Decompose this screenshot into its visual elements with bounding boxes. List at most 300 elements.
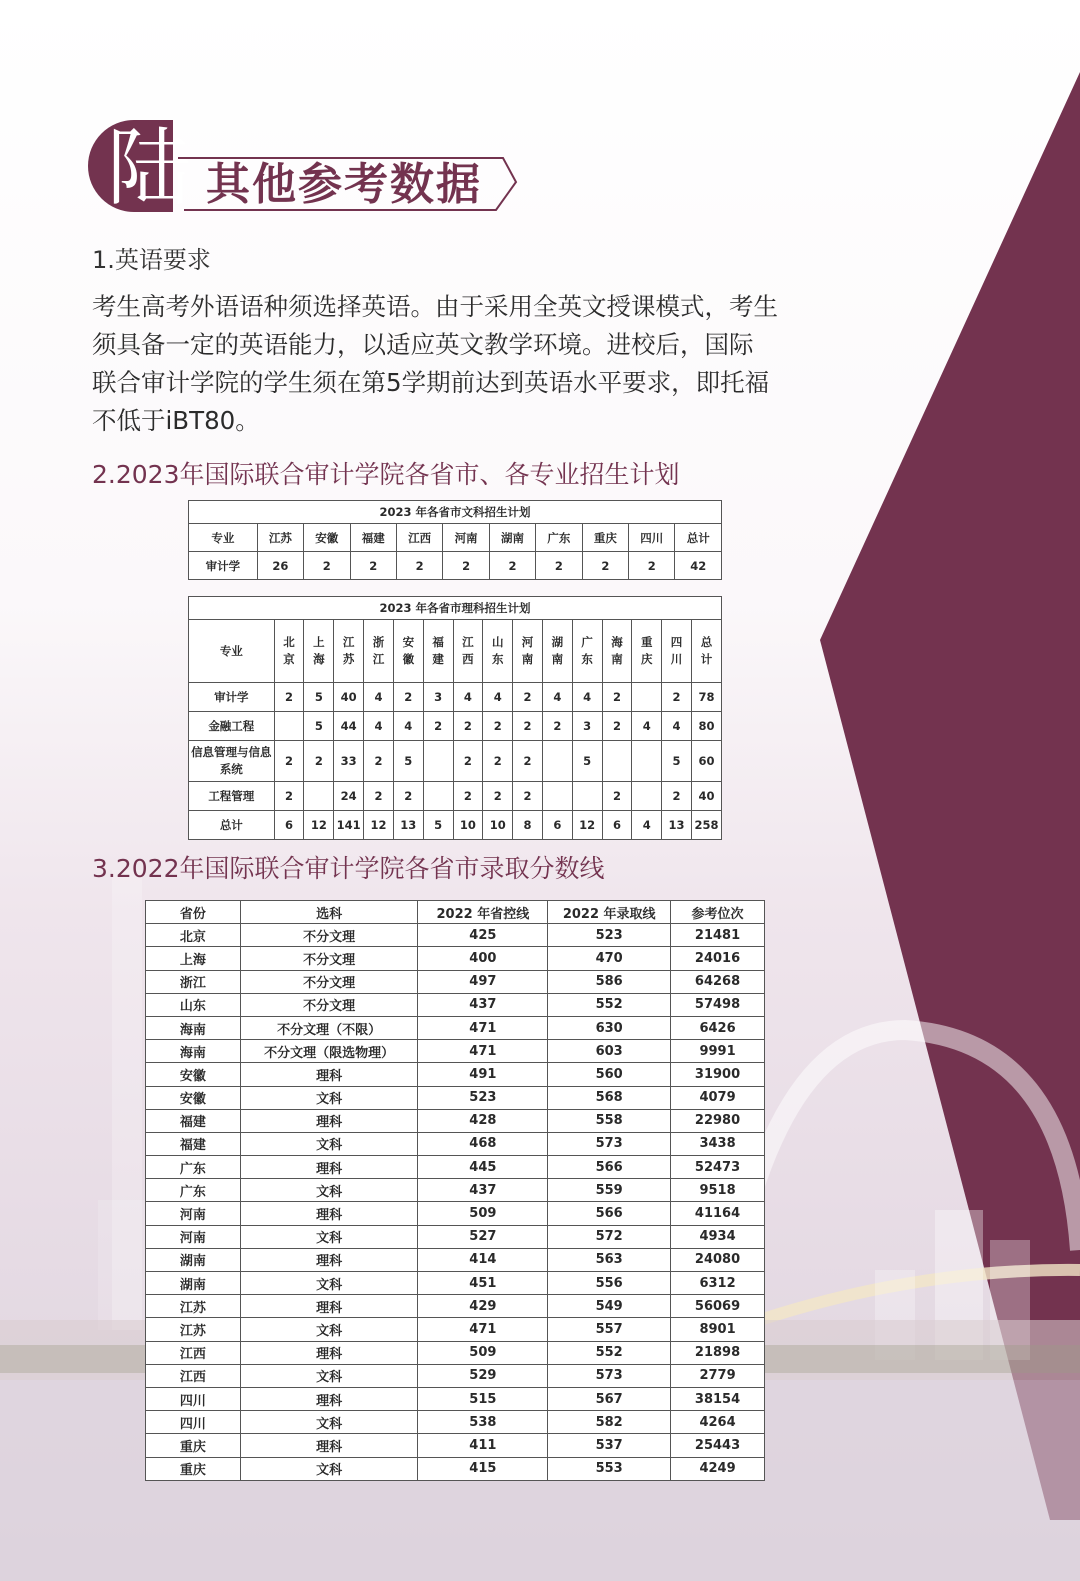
table-cell: 509 [418, 1341, 548, 1364]
header-cell [453, 620, 483, 683]
table-cell: 470 [548, 947, 671, 970]
table-cell: 四川 [146, 1387, 241, 1410]
table-cell: 海南 [146, 1040, 241, 1063]
header-cell: 江西 [396, 524, 442, 552]
table-cell: 工程管理 [189, 782, 275, 811]
heading-badge-char: 陆 [106, 119, 191, 217]
table-row [146, 1364, 765, 1387]
table-cell: 44 [334, 712, 364, 741]
body-line: 须具备一定的英语能力，以适应英文教学环境。进校后，国际 [92, 330, 754, 359]
table-cell: 3438 [671, 1132, 765, 1155]
table-row [146, 1202, 765, 1225]
table-row [146, 1040, 765, 1063]
table-cell: 527 [418, 1225, 548, 1248]
table-cell: 不分文理 [240, 924, 418, 947]
table-cell: 411 [418, 1434, 548, 1457]
table-cell: 4 [364, 712, 394, 741]
table-cell: 2 [602, 782, 632, 811]
table-cell: 437 [418, 993, 548, 1016]
table-cell: 6 [542, 811, 572, 840]
table-cell: 2 [513, 683, 543, 712]
table-cell: 445 [418, 1156, 548, 1179]
table-cell: 2 [364, 782, 394, 811]
table-row [146, 1063, 765, 1086]
table-row [189, 811, 722, 840]
table-cell: 5 [393, 741, 423, 782]
table-cell: 10 [453, 811, 483, 840]
table-cell: 理科 [240, 1156, 418, 1179]
table-row [189, 782, 722, 811]
table-row [189, 741, 722, 782]
table-cell [602, 741, 632, 782]
table-cell: 566 [548, 1156, 671, 1179]
table-cell: 428 [418, 1109, 548, 1132]
table-cell: 4 [453, 683, 483, 712]
table-cell: 13 [393, 811, 423, 840]
table-cell: 529 [418, 1364, 548, 1387]
table-cell: 24080 [671, 1248, 765, 1271]
table-cell: 8 [513, 811, 543, 840]
header-cell-text: 湖南 [551, 635, 564, 666]
table-cell: 21481 [671, 924, 765, 947]
table-cell: 不分文理 [240, 947, 418, 970]
table-cell: 安徽 [146, 1086, 241, 1109]
table-cell: 33 [334, 741, 364, 782]
table-cell: 重庆 [146, 1457, 241, 1480]
table-cell: 429 [418, 1295, 548, 1318]
table-cell: 558 [548, 1109, 671, 1132]
table-cell: 26 [257, 552, 303, 580]
table-row [146, 1295, 765, 1318]
header-cell-text: 总计 [700, 635, 713, 666]
table-cell: 437 [418, 1179, 548, 1202]
table-cell: 2 [304, 552, 350, 580]
body-line: 联合审计学院的学生须在第5学期前达到英语水平要求，即托福 [92, 368, 770, 397]
header-cell-text: 福建 [432, 635, 444, 666]
header-cell: 福建 [350, 524, 396, 552]
table-cell: 2 [536, 552, 582, 580]
table-cell: 4 [393, 712, 423, 741]
section1-body [92, 288, 862, 440]
header-cell [513, 620, 543, 683]
table-cell: 471 [418, 1318, 548, 1341]
table-cell: 515 [418, 1387, 548, 1410]
header-cell: 专业 [189, 524, 258, 552]
table-row [146, 1434, 765, 1457]
table-cell [423, 741, 453, 782]
table-row [189, 712, 722, 741]
table-cell: 4079 [671, 1086, 765, 1109]
header-cell: 江苏 [257, 524, 303, 552]
table-cell [274, 712, 304, 741]
table-cell: 563 [548, 1248, 671, 1271]
table-row [146, 1086, 765, 1109]
table-row [189, 552, 722, 580]
header-cell-text: 北京 [283, 635, 295, 666]
table-row [146, 1248, 765, 1271]
table-cell: 2 [662, 782, 692, 811]
table-cell: 2779 [671, 1364, 765, 1387]
table-cell: 2 [393, 683, 423, 712]
table-cell [304, 782, 334, 811]
table-cell: 理科 [240, 1063, 418, 1086]
table-body [189, 683, 722, 840]
header-cell-text: 江苏 [342, 635, 355, 666]
table-cell: 41164 [671, 1202, 765, 1225]
table-cell: 491 [418, 1063, 548, 1086]
header-cell-text: 浙江 [372, 635, 385, 666]
table-cell: 572 [548, 1225, 671, 1248]
header-cell: 专业 [189, 620, 275, 683]
table-cell: 13 [662, 811, 692, 840]
table-cell: 2 [629, 552, 675, 580]
table-cell: 5 [304, 683, 334, 712]
table-row [146, 1272, 765, 1295]
table-row [146, 1225, 765, 1248]
table-cell: 不分文理（限选物理） [240, 1040, 418, 1063]
table-cell: 河南 [146, 1225, 241, 1248]
table-cell: 4 [483, 683, 513, 712]
table-cell: 江西 [146, 1364, 241, 1387]
table-row [146, 947, 765, 970]
table-cell: 海南 [146, 1016, 241, 1039]
table-row [189, 683, 722, 712]
table-cell: 2 [602, 712, 632, 741]
table-cell: 2 [423, 712, 453, 741]
table-cell: 80 [691, 712, 721, 741]
header-cell [364, 620, 394, 683]
table-cell: 56069 [671, 1295, 765, 1318]
table-cell: 9518 [671, 1179, 765, 1202]
table-cell: 22980 [671, 1109, 765, 1132]
table-cell: 258 [691, 811, 721, 840]
header-cell-text: 广东 [581, 635, 593, 666]
table-header-row [146, 901, 765, 924]
table-cell: 2 [443, 552, 489, 580]
header-cell: 河南 [443, 524, 489, 552]
table-cell: 4 [632, 712, 662, 741]
header-cell: 湖南 [489, 524, 535, 552]
table-cell: 2 [483, 782, 513, 811]
table-cell: 573 [548, 1364, 671, 1387]
table-cell: 25443 [671, 1434, 765, 1457]
table-cell: 6 [274, 811, 304, 840]
table-cell: 安徽 [146, 1063, 241, 1086]
admission-score-table [145, 900, 765, 1481]
table-cell: 2 [582, 552, 628, 580]
table-cell: 2 [453, 782, 483, 811]
table-cell: 497 [418, 970, 548, 993]
table-cell: 4264 [671, 1411, 765, 1434]
header-cell-text: 重庆 [640, 635, 653, 666]
table-cell: 451 [418, 1272, 548, 1295]
table-cell: 理科 [240, 1341, 418, 1364]
table-cell: 52473 [671, 1156, 765, 1179]
table-caption: 2023 年各省市理科招生计划 [189, 597, 722, 620]
table-cell: 5 [304, 712, 334, 741]
table-cell: 568 [548, 1086, 671, 1109]
table-cell: 523 [418, 1086, 548, 1109]
table-cell: 553 [548, 1457, 671, 1480]
table-cell: 2 [602, 683, 632, 712]
table-cell: 文科 [240, 1272, 418, 1295]
header-cell: 省份 [146, 901, 241, 924]
table-cell: 6312 [671, 1272, 765, 1295]
table-cell: 不分文理 [240, 993, 418, 1016]
table-cell: 31900 [671, 1063, 765, 1086]
table-cell: 审计学 [189, 552, 258, 580]
table-header-row [189, 524, 722, 552]
table-cell: 24016 [671, 947, 765, 970]
table-row [146, 993, 765, 1016]
table-row [146, 1109, 765, 1132]
table-cell: 2 [274, 782, 304, 811]
table-cell: 2 [364, 741, 394, 782]
header-cell: 广东 [536, 524, 582, 552]
table-row [146, 924, 765, 947]
header-cell: 安徽 [304, 524, 350, 552]
table-cell: 3 [423, 683, 453, 712]
table-cell: 573 [548, 1132, 671, 1155]
body-line: 考生高考外语语种须选择英语。由于采用全英文授课模式，考生 [92, 292, 778, 321]
table-cell: 566 [548, 1202, 671, 1225]
table-cell: 64268 [671, 970, 765, 993]
table-row [146, 1156, 765, 1179]
table-row [146, 1179, 765, 1202]
table-cell: 552 [548, 1341, 671, 1364]
table-cell: 537 [548, 1434, 671, 1457]
table-cell: 141 [334, 811, 364, 840]
table-cell: 文科 [240, 1364, 418, 1387]
table-cell: 湖南 [146, 1272, 241, 1295]
header-cell-text: 安徽 [402, 635, 415, 666]
table-cell: 2 [274, 683, 304, 712]
table-cell: 3 [572, 712, 602, 741]
table-cell: 471 [418, 1016, 548, 1039]
table-cell: 10 [483, 811, 513, 840]
table-cell: 4934 [671, 1225, 765, 1248]
header-cell: 选科 [240, 901, 418, 924]
header-cell-text: 江西 [462, 635, 474, 666]
table-cell: 40 [691, 782, 721, 811]
table-cell: 重庆 [146, 1434, 241, 1457]
table-cell: 2 [483, 712, 513, 741]
table-cell [572, 782, 602, 811]
header-cell [691, 620, 721, 683]
table-cell [632, 782, 662, 811]
table-cell: 文科 [240, 1411, 418, 1434]
table-cell: 2 [513, 712, 543, 741]
table-cell: 理科 [240, 1248, 418, 1271]
table-cell: 文科 [240, 1318, 418, 1341]
header-cell [423, 620, 453, 683]
table-header-row [189, 620, 722, 683]
header-cell-text: 上海 [313, 635, 325, 666]
table-cell: 40 [334, 683, 364, 712]
header-cell: 2022 年省控线 [418, 901, 548, 924]
table-cell: 6426 [671, 1016, 765, 1039]
header-cell [393, 620, 423, 683]
table-cell: 2 [489, 552, 535, 580]
table-cell: 560 [548, 1063, 671, 1086]
table-cell: 文科 [240, 1225, 418, 1248]
table-cell: 400 [418, 947, 548, 970]
table-row [146, 1387, 765, 1410]
table-cell: 12 [572, 811, 602, 840]
table-cell [632, 741, 662, 782]
header-cell [274, 620, 304, 683]
table-cell: 河南 [146, 1202, 241, 1225]
table-cell: 9991 [671, 1040, 765, 1063]
table-cell: 理科 [240, 1295, 418, 1318]
table-caption: 2023 年各省市文科招生计划 [189, 501, 722, 524]
header-cell: 总计 [675, 524, 722, 552]
table-cell: 2 [513, 782, 543, 811]
table-cell: 北京 [146, 924, 241, 947]
table-cell: 5 [662, 741, 692, 782]
table-cell: 12 [304, 811, 334, 840]
table-cell: 6 [602, 811, 632, 840]
table-cell: 总计 [189, 811, 275, 840]
table-cell: 4 [662, 712, 692, 741]
table-cell: 文科 [240, 1132, 418, 1155]
table-cell: 586 [548, 970, 671, 993]
table-cell: 471 [418, 1040, 548, 1063]
table-cell: 559 [548, 1179, 671, 1202]
table-cell: 468 [418, 1132, 548, 1155]
table-cell: 603 [548, 1040, 671, 1063]
table-cell: 上海 [146, 947, 241, 970]
table-cell: 4 [632, 811, 662, 840]
table-row [146, 1457, 765, 1480]
table-row [146, 1318, 765, 1341]
header-cell-text: 海南 [611, 635, 623, 666]
table-cell: 21898 [671, 1341, 765, 1364]
table-cell: 4 [364, 683, 394, 712]
table-cell: 538 [418, 1411, 548, 1434]
header-cell-text: 四川 [670, 635, 683, 666]
section1-title: 1.英语要求 [92, 246, 211, 274]
table-cell: 广东 [146, 1156, 241, 1179]
table-cell: 2 [393, 782, 423, 811]
table-cell: 理科 [240, 1109, 418, 1132]
table-cell: 2 [662, 683, 692, 712]
table-cell: 4249 [671, 1457, 765, 1480]
section3-title: 3.2022年国际联合审计学院各省市录取分数线 [92, 854, 605, 883]
header-cell: 重庆 [582, 524, 628, 552]
table-cell: 4 [572, 683, 602, 712]
table-cell: 2 [350, 552, 396, 580]
table-cell [423, 782, 453, 811]
table-cell: 549 [548, 1295, 671, 1318]
table-cell: 509 [418, 1202, 548, 1225]
table-cell: 523 [548, 924, 671, 947]
table-cell: 557 [548, 1318, 671, 1341]
header-cell [483, 620, 513, 683]
table-cell: 414 [418, 1248, 548, 1271]
table-cell: 审计学 [189, 683, 275, 712]
table-cell: 江西 [146, 1341, 241, 1364]
table-cell [542, 782, 572, 811]
header-cell: 参考位次 [671, 901, 765, 924]
header-cell [304, 620, 334, 683]
like-plan-table [188, 596, 722, 840]
table-cell: 文科 [240, 1086, 418, 1109]
table-cell: 5 [572, 741, 602, 782]
table-cell: 山东 [146, 993, 241, 1016]
table-cell: 福建 [146, 1109, 241, 1132]
table-cell: 425 [418, 924, 548, 947]
table-cell: 浙江 [146, 970, 241, 993]
table-cell: 57498 [671, 993, 765, 1016]
table-cell: 文科 [240, 1179, 418, 1202]
table-cell: 湖南 [146, 1248, 241, 1271]
table-cell: 42 [675, 552, 722, 580]
table-cell: 2 [396, 552, 442, 580]
table-cell: 2 [483, 741, 513, 782]
table-cell: 广东 [146, 1179, 241, 1202]
table-cell: 江苏 [146, 1295, 241, 1318]
header-cell: 2022 年录取线 [548, 901, 671, 924]
table-cell: 不分文理（不限） [240, 1016, 418, 1039]
table-cell: 理科 [240, 1434, 418, 1457]
section2-title: 2.2023年国际联合审计学院各省市、各专业招生计划 [92, 460, 680, 489]
table-row [146, 1341, 765, 1364]
table-cell: 12 [364, 811, 394, 840]
header-cell: 四川 [629, 524, 675, 552]
table-cell: 60 [691, 741, 721, 782]
table-cell: 不分文理 [240, 970, 418, 993]
section-heading [88, 118, 528, 218]
table-cell-text: 信息管理与信息系统 [191, 745, 272, 776]
table-cell: 文科 [240, 1457, 418, 1480]
table-cell: 582 [548, 1411, 671, 1434]
header-cell [334, 620, 364, 683]
header-cell [602, 620, 632, 683]
table-cell: 理科 [240, 1202, 418, 1225]
header-cell [572, 620, 602, 683]
table-cell: 38154 [671, 1387, 765, 1410]
table-cell: 567 [548, 1387, 671, 1410]
table-body [146, 924, 765, 1481]
table-cell: 2 [453, 741, 483, 782]
table-cell: 2 [453, 712, 483, 741]
header-cell [632, 620, 662, 683]
table-row [146, 1411, 765, 1434]
table-cell: 24 [334, 782, 364, 811]
table-cell: 8901 [671, 1318, 765, 1341]
header-cell-text: 山东 [491, 635, 504, 666]
table-row [146, 1016, 765, 1039]
table-cell: 理科 [240, 1387, 418, 1410]
table-cell: 4 [542, 683, 572, 712]
body-line: 不低于iBT80。 [92, 406, 260, 435]
table-cell: 2 [274, 741, 304, 782]
table-cell: 552 [548, 993, 671, 1016]
table-cell: 415 [418, 1457, 548, 1480]
table-cell: 福建 [146, 1132, 241, 1155]
header-cell [662, 620, 692, 683]
wenke-plan-table [188, 500, 722, 580]
table-cell: 78 [691, 683, 721, 712]
header-cell [542, 620, 572, 683]
table-cell: 金融工程 [189, 712, 275, 741]
table-cell: 556 [548, 1272, 671, 1295]
table-cell: 630 [548, 1016, 671, 1039]
table-cell [632, 683, 662, 712]
table-cell: 四川 [146, 1411, 241, 1434]
table-cell [189, 741, 275, 782]
